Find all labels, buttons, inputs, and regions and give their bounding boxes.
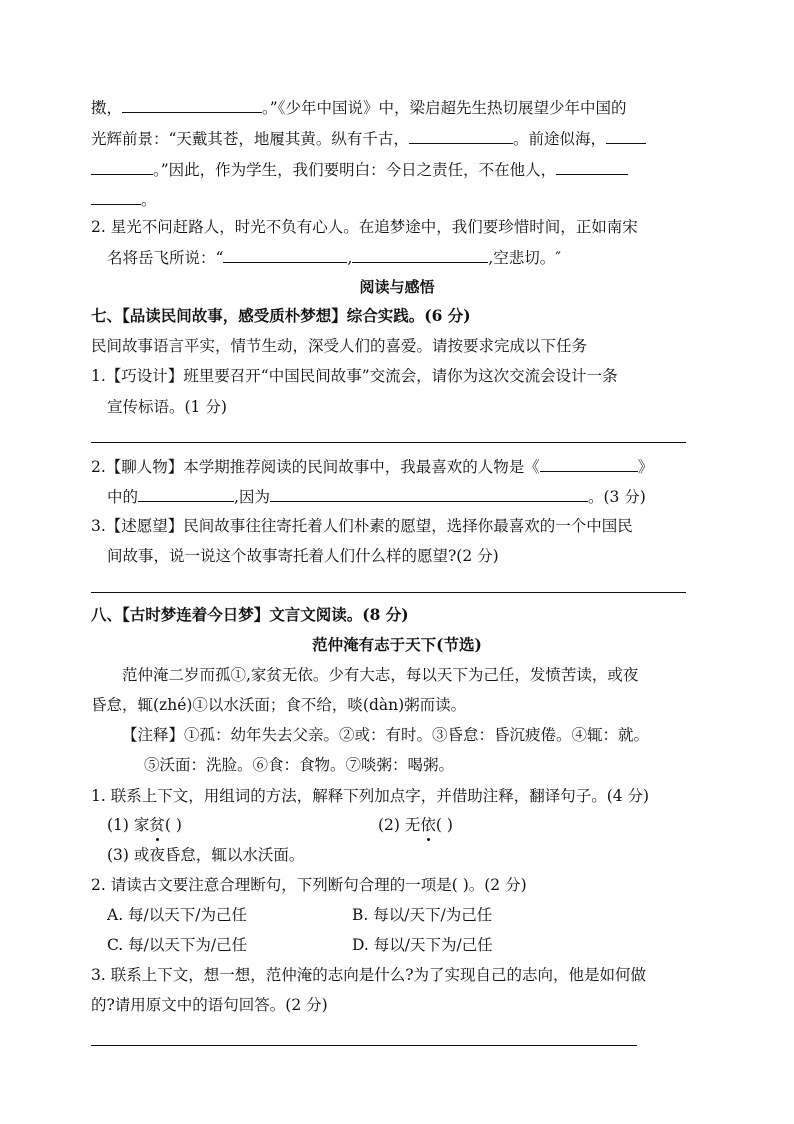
answer-line[interactable] (91, 592, 686, 593)
passage-note: 【注释】①孤：幼年失去父亲。②或：有时。③昏怠：昏沉疲倦。④辄：就。 (122, 726, 650, 744)
option-b[interactable]: B. 每以/天下/为己任 (352, 906, 493, 924)
section-7-title: 七、【品读民间故事，感受质朴梦想】综合实践。(6 分) (91, 306, 471, 325)
section-7-intro: 民间故事语言平实，情节生动，深受人们的喜爱。请按要求完成以下任务 (91, 337, 588, 355)
section-8-q1-c: (3) 或夜昏怠，辄以水沃面。 (107, 846, 305, 864)
answer-blank[interactable] (556, 158, 628, 175)
section-7-q3-line2: 间故事，说一说这个故事寄托着人们什么样的愿望?(2 分) (107, 547, 499, 565)
passage-title: 范仲淹有志于天下(节选) (312, 635, 482, 654)
option-c[interactable]: C. 每/以天下为/己任 (107, 936, 248, 954)
text-line: 光辉前景：“天戴其苍，地履其黄。纵有千古， 。前途似海， (91, 127, 646, 150)
section-heading: 阅读与感悟 (359, 278, 435, 296)
section-7-q1: 1.【巧设计】班里要召开“中国民间故事”交流会，请你为这次交流会设计一条 (91, 367, 618, 385)
section-8-q1-a: (1) 家贫( ) (107, 816, 182, 834)
option-a[interactable]: A. 每/以天下/为己任 (107, 906, 247, 924)
section-8-title: 八、【古时梦连着今日梦】文言文阅读。(8 分) (91, 605, 409, 624)
section-8-q1: 1. 联系上下文，用组词的方法，解释下列加点字，并借助注释，翻译句子。(4 分) (91, 787, 650, 805)
answer-blank[interactable] (540, 455, 638, 472)
section-8-q2: 2. 请读古文要注意合理断句，下列断句合理的一项是( )。(2 分) (91, 876, 527, 894)
question-2: 2. 星光不问赶路人，时光不负有心人。在追梦途中，我们要珍惜时间，正如南宋 (91, 218, 638, 236)
passage-line: 昏怠，辄(zhé)①以水沃面；食不给，啖(dàn)粥而读。 (91, 696, 467, 714)
text-line: 擞， 。”《少年中国说》中，梁启超先生热切展望少年中国的 (91, 96, 626, 119)
section-7-q3: 3.【述愿望】民间故事往往寄托着人们朴素的愿望，选择你最喜欢的一个中国民 (91, 517, 633, 535)
answer-blank[interactable] (352, 246, 488, 263)
dotted-char: 贫 (149, 816, 165, 834)
section-8-q3-line2: 的?请用原文中的语句回答。(2 分) (91, 996, 328, 1014)
answer-line[interactable] (91, 1045, 637, 1046)
passage-note: ⑤沃面：洗脸。⑥食：食物。⑦啖粥：喝粥。 (144, 756, 455, 774)
text-line: 。”因此，作为学生，我们要明白：今日之责任，不在他人， (91, 158, 628, 181)
section-7-q2-line2: 中的 ,因为 。(3 分) (107, 485, 646, 508)
answer-blank[interactable] (409, 127, 513, 144)
section-7-q1-line2: 宣传标语。(1 分) (107, 398, 227, 416)
passage-line: 范仲淹二岁而孤①,家贫无依。少有大志，每以天下为己任，发愤苦读，或夜 (122, 666, 639, 684)
answer-blank[interactable] (138, 485, 234, 502)
answer-blank[interactable] (122, 96, 262, 113)
section-8-q1-b: (2) 无依( ) (378, 816, 453, 834)
answer-line[interactable] (91, 442, 686, 443)
answer-blank[interactable] (91, 158, 153, 175)
section-8-q3: 3. 联系上下文，想一想，范仲淹的志向是什么?为了实现自己的志向，他是如何做 (91, 966, 647, 984)
answer-blank[interactable] (91, 188, 141, 205)
section-7-q2: 2.【聊人物】本学期推荐阅读的民间故事中，我最喜欢的人物是《 》 (91, 455, 653, 478)
answer-blank[interactable] (606, 127, 646, 144)
option-d[interactable]: D. 每以/天下为/己任 (352, 936, 493, 954)
dotted-char: 依 (420, 816, 436, 834)
answer-blank[interactable] (223, 246, 347, 263)
question-2-line2: 名将岳飞所说：“ , ,空悲切。″ (107, 246, 561, 269)
text-line: 。 (91, 188, 157, 211)
answer-blank[interactable] (270, 485, 588, 502)
